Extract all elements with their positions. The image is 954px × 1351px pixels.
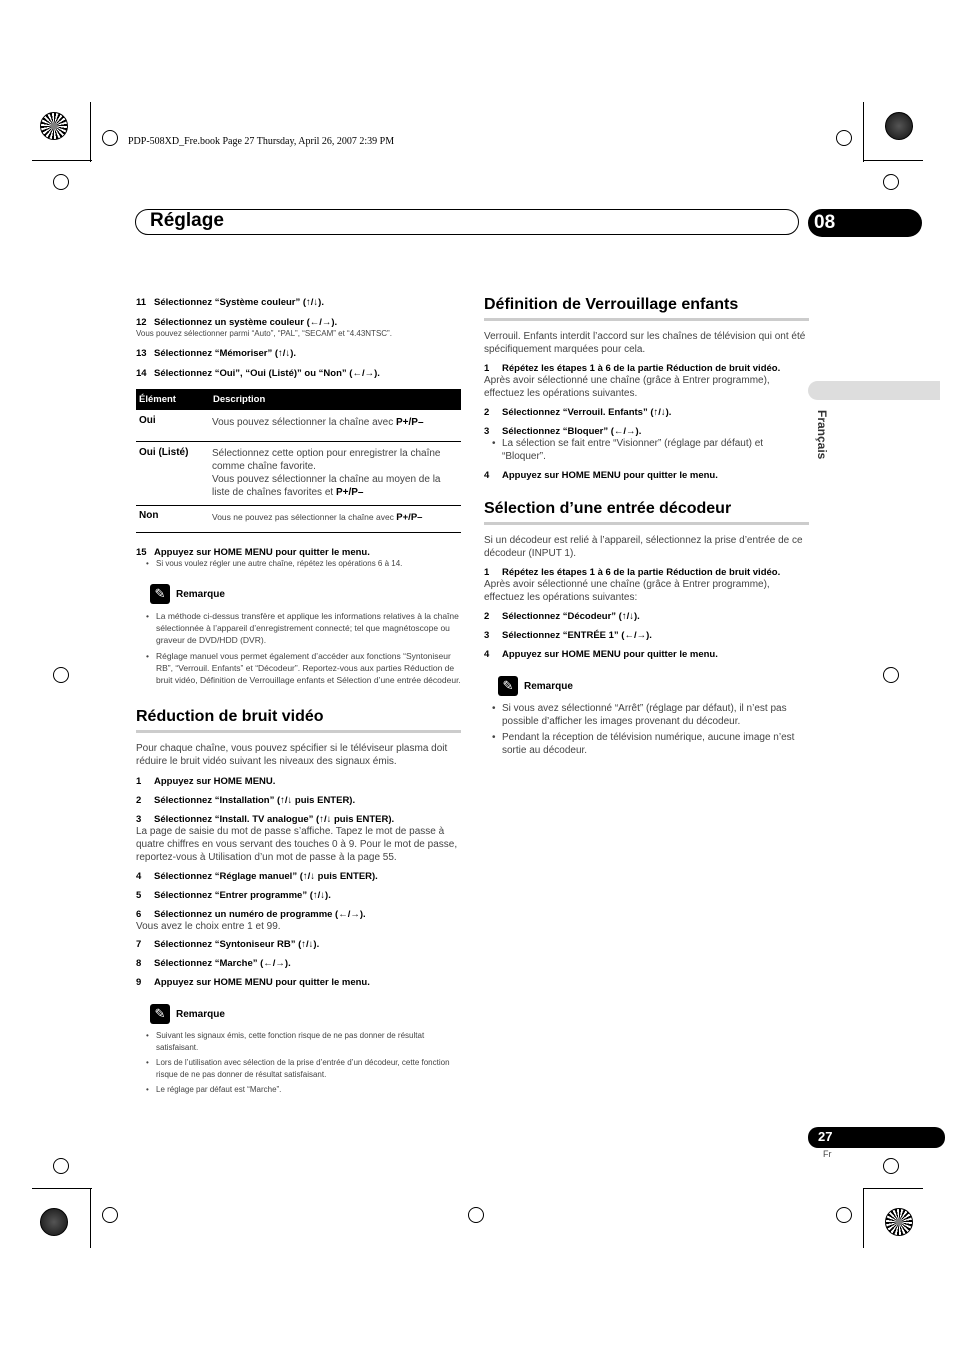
language-tab bbox=[808, 381, 940, 400]
table-header-item: Élément bbox=[139, 394, 176, 405]
note-2-item: • Lors de l’utilisation avec sélection de la prise d’entrée d’un décodeur, cette fonction risque de ne pas donner de résultat satisfaisant. bbox=[146, 1057, 461, 1081]
cl-step-4: 4 Appuyez sur HOME MENU pour quitter le menu. bbox=[484, 470, 718, 481]
step-12: 12 Sélectionnez un système couleur (←/→). bbox=[136, 317, 338, 328]
pencil-icon: ✎ bbox=[498, 676, 518, 696]
note-3-heading: ✎ Remarque bbox=[498, 676, 809, 696]
table-header-desc: Description bbox=[213, 394, 266, 405]
heading-child-lock: Définition de Verrouillage enfants bbox=[484, 296, 739, 313]
pencil-icon: ✎ bbox=[150, 1004, 170, 1024]
note-3-item: • Si vous avez sélectionné “Arrêt” (réglage par défaut), il n’est pas possible d’afficher les images provenant du décodeur. bbox=[492, 702, 809, 728]
intro-noise-reduction: Pour chaque chaîne, vous pouvez spécifier si le téléviseur plasma doit réduire le bruit vidéo suivant les niveaux des signaux émis. bbox=[136, 743, 448, 767]
note-2-item: • Le réglage par défaut est “Marche”. bbox=[146, 1084, 461, 1096]
step-13: 13 Sélectionnez “Mémoriser” (↑/↓). bbox=[136, 348, 297, 359]
step-14: 14 Sélectionnez “Oui”, “Oui (Listé)” ou “Non” (←/→). bbox=[136, 368, 380, 379]
left-column bbox=[136, 297, 461, 1096]
nr-step-6: 6 Sélectionnez un numéro de programme (←/→). bbox=[136, 909, 366, 920]
page-number: 27 bbox=[818, 1129, 833, 1144]
step-15: 15 Appuyez sur HOME MENU pour quitter le menu. bbox=[136, 547, 370, 558]
heading-decoder: Sélection d’une entrée décodeur bbox=[484, 500, 732, 517]
intro-child-lock: Verrouil. Enfants interdit l’accord sur les chaînes de télévision qui ont été spécifiquement marquées pour cela. bbox=[484, 331, 806, 355]
footer-lang: Fr bbox=[823, 1149, 832, 1159]
dec-step-4: 4 Appuyez sur HOME MENU pour quitter le menu. bbox=[484, 649, 718, 660]
pencil-icon: ✎ bbox=[150, 584, 170, 604]
dec-step-2: 2 Sélectionnez “Décodeur” (↑/↓). bbox=[484, 611, 640, 622]
cl-step-1: 1 Répétez les étapes 1 à 6 de la partie Réduction de bruit vidéo. bbox=[484, 363, 781, 374]
note-1-item: • La méthode ci-dessus transfère et applique les informations relatives à la chaîne sélectionnée à l’appareil d’enregistrement connecté; tel que magnétoscope ou graveur de DVD/HDD (DVR). bbox=[146, 610, 461, 646]
heading-noise-reduction: Réduction de bruit vidéo bbox=[136, 708, 324, 725]
cl-step-3-bullet: • La sélection se fait entre “Visionner” (réglage par défaut) et “Bloquer”. bbox=[492, 437, 809, 463]
nr-step-8: 8 Sélectionnez “Marche” (←/→). bbox=[136, 958, 291, 969]
table-row: Oui Vous pouvez sélectionner la chaîne avec P+/P– bbox=[136, 410, 461, 442]
step-15-sub: • Si vous voulez régler une autre chaîne, répétez les opérations 6 à 14. bbox=[146, 558, 461, 570]
intro-decoder: Si un décodeur est relié à l’appareil, sélectionnez la prise d’entrée de ce décodeur (INPUT 1). bbox=[484, 535, 803, 559]
cl-step-3: 3 Sélectionnez “Bloquer” (←/→). bbox=[484, 426, 642, 437]
chapter-badge: 08 bbox=[808, 209, 922, 237]
note-1-heading: ✎ Remarque bbox=[150, 584, 461, 604]
step-11: 11 Sélectionnez “Système couleur” (↑/↓). bbox=[136, 297, 324, 308]
nr-step-5: 5 Sélectionnez “Entrer programme” (↑/↓). bbox=[136, 890, 331, 901]
note-3-item: • Pendant la réception de télévision numérique, aucune image n’est sortie au décodeur. bbox=[492, 731, 809, 757]
file-info: PDP-508XD_Fre.book Page 27 Thursday, April 26, 2007 2:39 PM bbox=[128, 136, 395, 147]
nr-step-4: 4 Sélectionnez “Réglage manuel” (↑/↓ puis ENTER). bbox=[136, 871, 378, 882]
cl-step-2: 2 Sélectionnez “Verrouil. Enfants” (↑/↓). bbox=[484, 407, 672, 418]
table-row: Oui (Listé) Sélectionnez cette option pour enregistrer la chaîne comme chaîne favorite. Vous pouvez sélectionner la chaîne au moyen de la liste de chaînes favorites et P+/P– bbox=[136, 442, 461, 506]
nr-step-3: 3 Sélectionnez “Install. TV analogue” (↑/↓ puis ENTER). bbox=[136, 814, 395, 825]
note-2-item: • Suivant les signaux émis, cette fonction risque de ne pas donner de résultat satisfaisant. bbox=[146, 1030, 461, 1054]
nr-step-9: 9 Appuyez sur HOME MENU pour quitter le menu. bbox=[136, 977, 370, 988]
section-title: Réglage bbox=[150, 210, 224, 231]
dec-step-1: 1 Répétez les étapes 1 à 6 de la partie Réduction de bruit vidéo. bbox=[484, 567, 781, 578]
dec-step-1-sub: Après avoir sélectionné une chaîne (grâce à Entrer programme), effectuez les opérations suivantes: bbox=[484, 579, 770, 603]
nr-step-3-sub: La page de saisie du mot de passe s’affiche. Tapez le mot de passe à quatre chiffres en vous servant des touches 0 à 9. Pour le mot de passe, reportez-vous à Utilisation d’un mot de passe à la page 55. bbox=[136, 826, 458, 863]
right-column bbox=[484, 296, 809, 757]
dec-step-3: 3 Sélectionnez “ENTRÉE 1” (←/→). bbox=[484, 630, 652, 641]
table-row: Non Vous ne pouvez pas sélectionner la chaîne avec P+/P– bbox=[136, 506, 461, 533]
nr-step-6-sub: Vous avez le choix entre 1 et 99. bbox=[136, 921, 281, 932]
note-2-heading: ✎ Remarque bbox=[150, 1004, 461, 1024]
cl-step-1-sub: Après avoir sélectionné une chaîne (grâce à Entrer programme), effectuez les opérations suivantes. bbox=[484, 375, 770, 399]
nr-step-2: 2 Sélectionnez “Installation” (↑/↓ puis ENTER). bbox=[136, 795, 356, 806]
section-title-bar bbox=[135, 209, 799, 235]
step-12-sub: Vous pouvez sélectionner parmi “Auto”, “PAL”, “SECAM” et “4.43NTSC”. bbox=[136, 329, 392, 338]
language-label: Français bbox=[815, 410, 829, 460]
nr-step-7: 7 Sélectionnez “Syntoniseur RB” (↑/↓). bbox=[136, 939, 320, 950]
nr-step-1: 1 Appuyez sur HOME MENU. bbox=[136, 776, 276, 787]
options-table bbox=[136, 389, 461, 533]
note-1-item: • Réglage manuel vous permet également d’accéder aux fonctions “Syntoniseur RB”, “Verrouil. Enfants” et “Décodeur”. Reportez-vous aux parties Réduction de bruit vidéo, Définition de Verrouillage enfants et Sélection d’une entrée décodeur. bbox=[146, 650, 461, 686]
